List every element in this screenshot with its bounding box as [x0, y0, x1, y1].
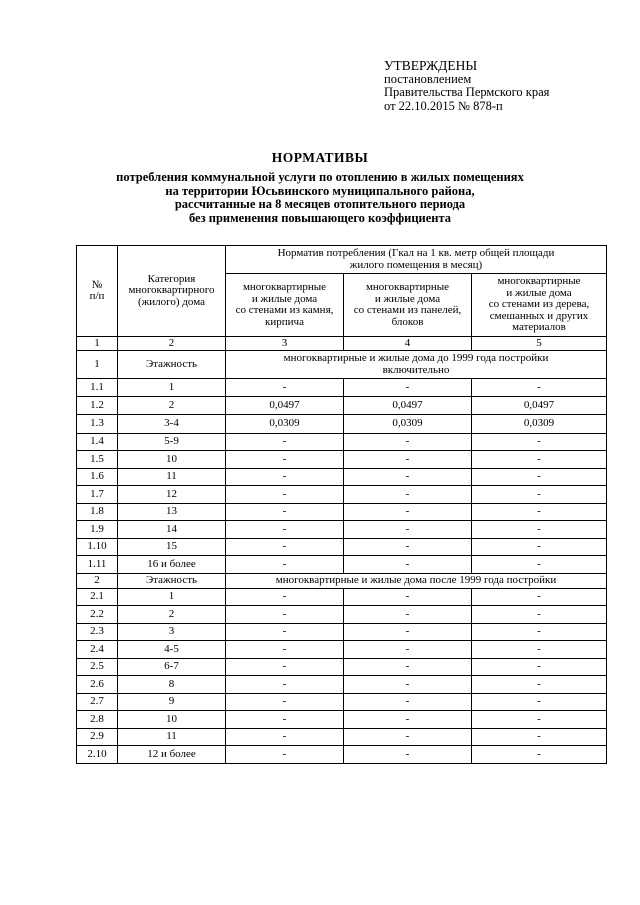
row-floors: 2 — [118, 396, 226, 415]
row-value-panels-blocks: - — [344, 379, 472, 397]
document-subtitle — [60, 171, 580, 225]
row-value-panels-blocks: - — [344, 728, 472, 746]
section1-rows — [77, 379, 607, 574]
row-num: 1.1 — [77, 379, 118, 397]
row-value-panels-blocks: - — [344, 486, 472, 504]
row-floors: 11 — [118, 728, 226, 746]
section2-rows — [77, 588, 607, 763]
header-num: № п/п — [77, 246, 118, 337]
row-value-wood-mixed: - — [472, 521, 607, 539]
table-row — [77, 379, 607, 397]
row-value-wood-mixed: - — [472, 711, 607, 729]
row-value-panels-blocks: 0,0309 — [344, 415, 472, 434]
row-value-stone-brick: - — [226, 711, 344, 729]
row-value-stone-brick: - — [226, 538, 344, 556]
row-num: 1.11 — [77, 556, 118, 574]
row-floors: 12 — [118, 486, 226, 504]
row-num: 1.3 — [77, 415, 118, 434]
row-value-stone-brick: - — [226, 658, 344, 676]
row-value-wood-mixed: - — [472, 503, 607, 521]
row-value-stone-brick: 0,0309 — [226, 415, 344, 434]
row-value-panels-blocks: - — [344, 538, 472, 556]
table-row — [77, 728, 607, 746]
section-title: многоквартирные и жилые дома после 1999 года постройки — [226, 573, 607, 588]
subtitle-line: без применения повышающего коэффициента — [188, 210, 452, 225]
row-floors: 9 — [118, 693, 226, 711]
row-value-stone-brick: - — [226, 676, 344, 694]
row-floors: 6-7 — [118, 658, 226, 676]
approval-line: от 22.10.2015 № 878-п — [384, 98, 503, 113]
table-row — [77, 486, 607, 504]
row-value-stone-brick: - — [226, 641, 344, 659]
row-floors: 15 — [118, 538, 226, 556]
row-value-wood-mixed: - — [472, 451, 607, 469]
row-value-panels-blocks: - — [344, 521, 472, 539]
row-num: 2.6 — [77, 676, 118, 694]
row-value-wood-mixed: - — [472, 468, 607, 486]
row-value-panels-blocks: - — [344, 556, 472, 574]
section-row — [77, 351, 607, 379]
approval-block — [384, 59, 634, 113]
row-value-panels-blocks: - — [344, 433, 472, 451]
row-num: 1.10 — [77, 538, 118, 556]
section-label: Этажность — [118, 351, 226, 379]
section-num: 2 — [77, 573, 118, 588]
row-num: 2.4 — [77, 641, 118, 659]
header-wood-mixed: многоквартирные и жилые дома со стенами из дерева, смешанных и других материалов — [472, 274, 607, 337]
table-row — [77, 433, 607, 451]
row-value-wood-mixed: - — [472, 379, 607, 397]
row-value-stone-brick: - — [226, 433, 344, 451]
row-num: 2.1 — [77, 588, 118, 606]
row-value-stone-brick: 0,0497 — [226, 396, 344, 415]
row-value-stone-brick: - — [226, 746, 344, 764]
table-row — [77, 538, 607, 556]
row-value-stone-brick: - — [226, 693, 344, 711]
row-value-panels-blocks: - — [344, 503, 472, 521]
row-value-stone-brick: - — [226, 379, 344, 397]
row-floors: 4-5 — [118, 641, 226, 659]
row-value-panels-blocks: - — [344, 623, 472, 641]
row-value-wood-mixed: - — [472, 588, 607, 606]
table-row — [77, 676, 607, 694]
row-value-panels-blocks: - — [344, 451, 472, 469]
row-value-wood-mixed: - — [472, 746, 607, 764]
row-floors: 2 — [118, 606, 226, 624]
row-value-stone-brick: - — [226, 588, 344, 606]
row-value-wood-mixed: - — [472, 623, 607, 641]
column-numbers-row — [77, 337, 607, 351]
table-row — [77, 693, 607, 711]
document-title: НОРМАТИВЫ — [271, 150, 369, 165]
row-value-wood-mixed: - — [472, 486, 607, 504]
row-num: 2.7 — [77, 693, 118, 711]
section-label: Этажность — [118, 573, 226, 588]
row-value-panels-blocks: - — [344, 676, 472, 694]
section-title: многоквартирные и жилые дома до 1999 года постройки включительно — [226, 351, 607, 379]
table-row — [77, 746, 607, 764]
row-value-panels-blocks: - — [344, 658, 472, 676]
row-floors: 12 и более — [118, 746, 226, 764]
row-value-panels-blocks: - — [344, 468, 472, 486]
row-value-panels-blocks: - — [344, 606, 472, 624]
row-value-wood-mixed: - — [472, 433, 607, 451]
row-num: 1.7 — [77, 486, 118, 504]
table-row — [77, 451, 607, 469]
table-row — [77, 623, 607, 641]
row-value-wood-mixed: - — [472, 676, 607, 694]
approval-line: постановлением — [384, 71, 472, 86]
row-floors: 8 — [118, 676, 226, 694]
column-number: 1 — [77, 337, 118, 351]
row-value-stone-brick: - — [226, 451, 344, 469]
row-floors: 14 — [118, 521, 226, 539]
row-num: 1.2 — [77, 396, 118, 415]
row-floors: 13 — [118, 503, 226, 521]
norms-table — [76, 245, 607, 764]
row-value-stone-brick: - — [226, 468, 344, 486]
approval-line: Правительства Пермского края — [384, 85, 550, 99]
subtitle-line: рассчитанные на 8 месяцев отопительного периода — [174, 197, 466, 211]
row-value-wood-mixed: 0,0309 — [472, 415, 607, 434]
table-row — [77, 641, 607, 659]
table-row — [77, 556, 607, 574]
row-value-wood-mixed: - — [472, 641, 607, 659]
row-num: 1.4 — [77, 433, 118, 451]
subtitle-line: потребления коммунальной услуги по отоплению в жилых помещениях — [116, 170, 524, 184]
table-row — [77, 606, 607, 624]
table-row — [77, 468, 607, 486]
row-floors: 3 — [118, 623, 226, 641]
section-row — [77, 573, 607, 588]
row-floors: 10 — [118, 711, 226, 729]
row-value-panels-blocks: - — [344, 588, 472, 606]
column-number: 2 — [118, 337, 226, 351]
row-num: 2.10 — [77, 746, 118, 764]
row-value-stone-brick: - — [226, 728, 344, 746]
row-value-wood-mixed: - — [472, 728, 607, 746]
table-row — [77, 415, 607, 434]
row-num: 2.3 — [77, 623, 118, 641]
header-stone-brick: многоквартирные и жилые дома со стенами из камня, кирпича — [226, 274, 344, 337]
row-floors: 1 — [118, 379, 226, 397]
table-row — [77, 711, 607, 729]
header-panels-blocks: многоквартирные и жилые дома со стенами из панелей, блоков — [344, 274, 472, 337]
table-header-row — [77, 246, 607, 274]
row-value-wood-mixed: - — [472, 538, 607, 556]
approval-heading: УТВЕРЖДЕНЫ — [384, 58, 478, 73]
row-num: 2.2 — [77, 606, 118, 624]
row-floors: 3-4 — [118, 415, 226, 434]
table-row — [77, 658, 607, 676]
table-row — [77, 396, 607, 415]
row-value-panels-blocks: - — [344, 641, 472, 659]
header-norm: Норматив потребления (Гкал на 1 кв. метр общей площади жилого помещения в месяц) — [226, 246, 607, 274]
column-number: 3 — [226, 337, 344, 351]
row-num: 2.8 — [77, 711, 118, 729]
subtitle-line: на территории Юсьвинского муниципального района, — [165, 183, 475, 198]
row-num: 1.6 — [77, 468, 118, 486]
row-value-panels-blocks: - — [344, 746, 472, 764]
row-value-panels-blocks: 0,0497 — [344, 396, 472, 415]
row-value-stone-brick: - — [226, 521, 344, 539]
row-value-stone-brick: - — [226, 623, 344, 641]
row-floors: 1 — [118, 588, 226, 606]
section-num: 1 — [77, 351, 118, 379]
row-floors: 10 — [118, 451, 226, 469]
row-value-stone-brick: - — [226, 486, 344, 504]
row-value-wood-mixed: - — [472, 658, 607, 676]
row-value-stone-brick: - — [226, 503, 344, 521]
table-row — [77, 521, 607, 539]
row-floors: 11 — [118, 468, 226, 486]
table-row — [77, 588, 607, 606]
row-value-panels-blocks: - — [344, 711, 472, 729]
row-num: 2.9 — [77, 728, 118, 746]
row-value-stone-brick: - — [226, 556, 344, 574]
row-value-stone-brick: - — [226, 606, 344, 624]
row-num: 1.9 — [77, 521, 118, 539]
table-row — [77, 503, 607, 521]
column-number: 4 — [344, 337, 472, 351]
row-value-wood-mixed: 0,0497 — [472, 396, 607, 415]
row-value-wood-mixed: - — [472, 556, 607, 574]
row-num: 2.5 — [77, 658, 118, 676]
row-value-panels-blocks: - — [344, 693, 472, 711]
row-num: 1.5 — [77, 451, 118, 469]
row-value-wood-mixed: - — [472, 693, 607, 711]
row-num: 1.8 — [77, 503, 118, 521]
row-floors: 5-9 — [118, 433, 226, 451]
row-floors: 16 и более — [118, 556, 226, 574]
row-value-wood-mixed: - — [472, 606, 607, 624]
header-category: Категория многоквартирного (жилого) дома — [118, 246, 226, 337]
column-number: 5 — [472, 337, 607, 351]
